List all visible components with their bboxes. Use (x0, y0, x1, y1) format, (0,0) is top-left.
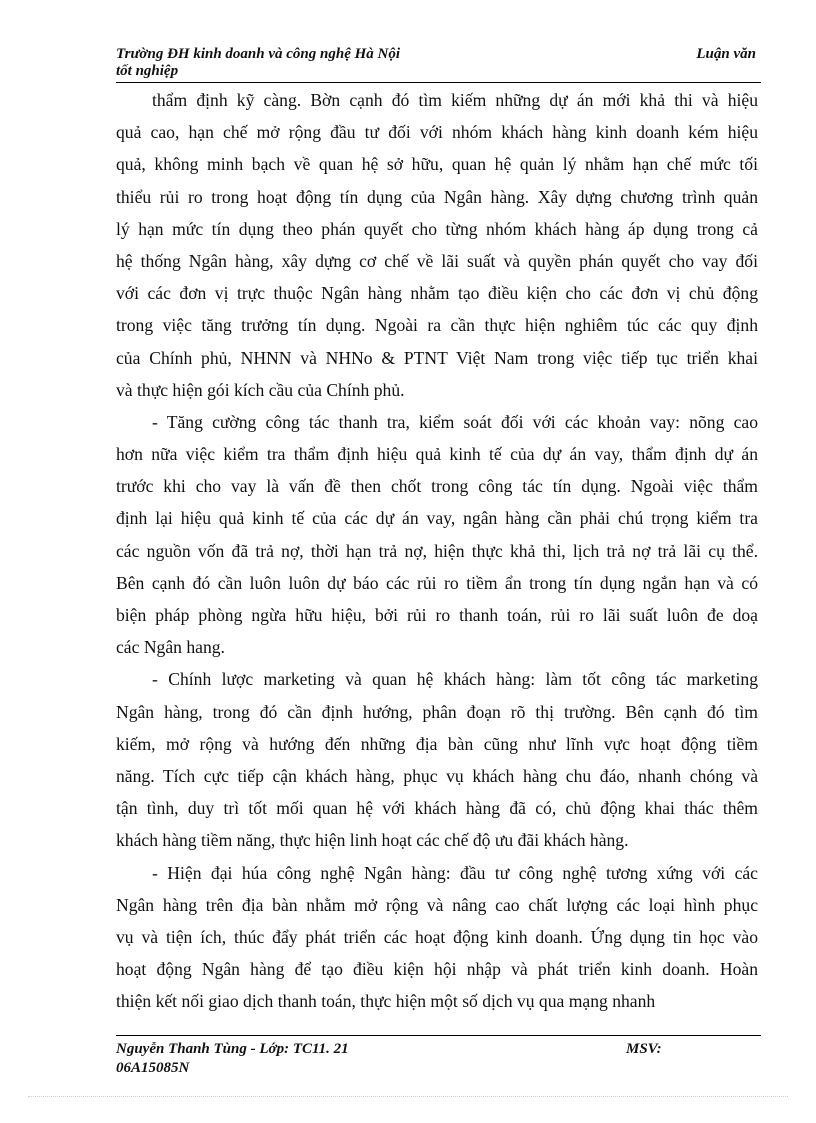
page-header (116, 46, 756, 80)
body-line: trong việc tăng trưởng tín dụng. Ngoài ra cần thực hiện nghiêm túc các quy định (116, 315, 758, 336)
body-line: các nguồn vốn đã trả nợ, thời hạn trả nợ, hiện thực khả thi, lịch trả nợ trả lãi cụ thể. (116, 540, 758, 561)
body-line: - Tăng cường công tác thanh tra, kiểm soát đối với các khoản vay: nõng cao (152, 411, 758, 432)
body-line: thẩm định kỹ càng. Bờn cạnh đó tìm kiếm những dự án mới khả thi và hiệu (152, 90, 758, 110)
header-school: Trường ĐH kinh doanh và công nghệ Hà Nội (116, 46, 401, 62)
body-line: biện pháp phòng ngừa hữu hiệu, bởi rủi ro thanh toán, rủi ro lãi suất luôn đe doạ (116, 605, 758, 625)
footer-author: Nguyễn Thanh Tùng - Lớp: TC11. 21 (116, 1041, 349, 1057)
body-line: tận tình, duy trì tốt mối quan hệ với khách hàng đã có, chủ động khai thác thêm (116, 798, 758, 819)
header-rule (116, 82, 761, 83)
body-line: - Chính lược marketing và quan hệ khách hàng: làm tốt công tác marketing (152, 669, 758, 690)
body-line: thiểu rủi ro trong hoạt động tín dụng của Ngân hàng. Xây dựng chương trình quản (116, 186, 758, 207)
page-bottom-divider (28, 1096, 788, 1097)
header-doc-type-cont: tốt nghiệp (116, 63, 179, 79)
body-line: vụ và tiện ích, thúc đẩy phát triển các hoạt động kinh doanh. Ứng dụng tin học vào (116, 926, 758, 947)
body-line: lý hạn mức tín dụng theo phán quyết cho từng nhóm khách hàng áp dụng trong cả (116, 218, 758, 239)
body-line: Bên cạnh đó cần luôn luôn dự báo các rủi ro tiềm ẩn trong tín dụng ngắn hạn và có (116, 572, 758, 593)
header-doc-type: Luận văn (696, 46, 756, 62)
body-line: quả cao, hạn chế mở rộng đầu tư đối với nhóm khách hàng kinh doanh kém hiệu (116, 122, 758, 143)
body-line: với các đơn vị trực thuộc Ngân hàng nhằm tạo điều kiện cho các đơn vị chủ động (116, 283, 758, 304)
body-text (116, 84, 758, 1017)
body-line: các Ngân hang. (116, 637, 225, 658)
body-line: và thực hiện gói kích cầu của Chính phủ. (116, 379, 405, 400)
body-line: năng. Tích cực tiếp cận khách hàng, phục vụ khách hàng chu đáo, nhanh chóng và (116, 765, 758, 786)
body-line: trước khi cho vay là vấn đề then chốt trong công tác tín dụng. Ngoài việc thẩm (116, 476, 758, 497)
body-line: hoạt động Ngân hàng để tạo điều kiện hội nhập và phát triển kinh doanh. Hoàn (116, 959, 758, 980)
body-line: kiếm, mở rộng và hướng đến những địa bàn cũng như lĩnh vực hoạt động tiềm (116, 733, 758, 754)
page-footer (116, 1040, 756, 1078)
body-line: hệ thống Ngân hàng, xây dựng cơ chế về lãi suất và quyền phán quyết cho vay đối (116, 250, 758, 271)
body-line: Ngân hàng trên địa bàn nhằm mở rộng và nâng cao chất lượng các loại hình phục (116, 894, 758, 915)
footer-rule (116, 1035, 761, 1036)
body-line: của Chính phủ, NHNN và NHNo & PTNT Việt Nam trong việc tiếp tục triển khai (116, 347, 758, 368)
body-line: định lại hiệu quả kinh tế của các dự án vay, ngân hàng cần phải chú trọng kiểm tra (116, 508, 758, 529)
footer-msv-value: 06A15085N (116, 1060, 190, 1076)
footer-msv-label: MSV: (626, 1041, 662, 1057)
body-line: thiện kết nối giao dịch thanh toán, thực hiện một số dịch vụ qua mạng nhanh (116, 991, 656, 1012)
body-line: - Hiện đại húa công nghệ Ngân hàng: đầu tư công nghệ tương xứng với các (152, 862, 758, 883)
body-line: hơn nữa việc kiểm tra thẩm định hiệu quả kinh tế của dự án vay, thẩm định dự án (116, 444, 758, 465)
body-line: khách hàng tiềm năng, thực hiện linh hoạt các chế độ ưu đãi khách hàng. (116, 830, 629, 851)
body-line: Ngân hàng, trong đó cần định hướng, phân đoạn rõ thị trường. Bên cạnh đó tìm (116, 701, 758, 722)
body-line: quả, không minh bạch về quan hệ sở hữu, quan hệ quản lý nhằm hạn chế mức tối (116, 154, 758, 175)
